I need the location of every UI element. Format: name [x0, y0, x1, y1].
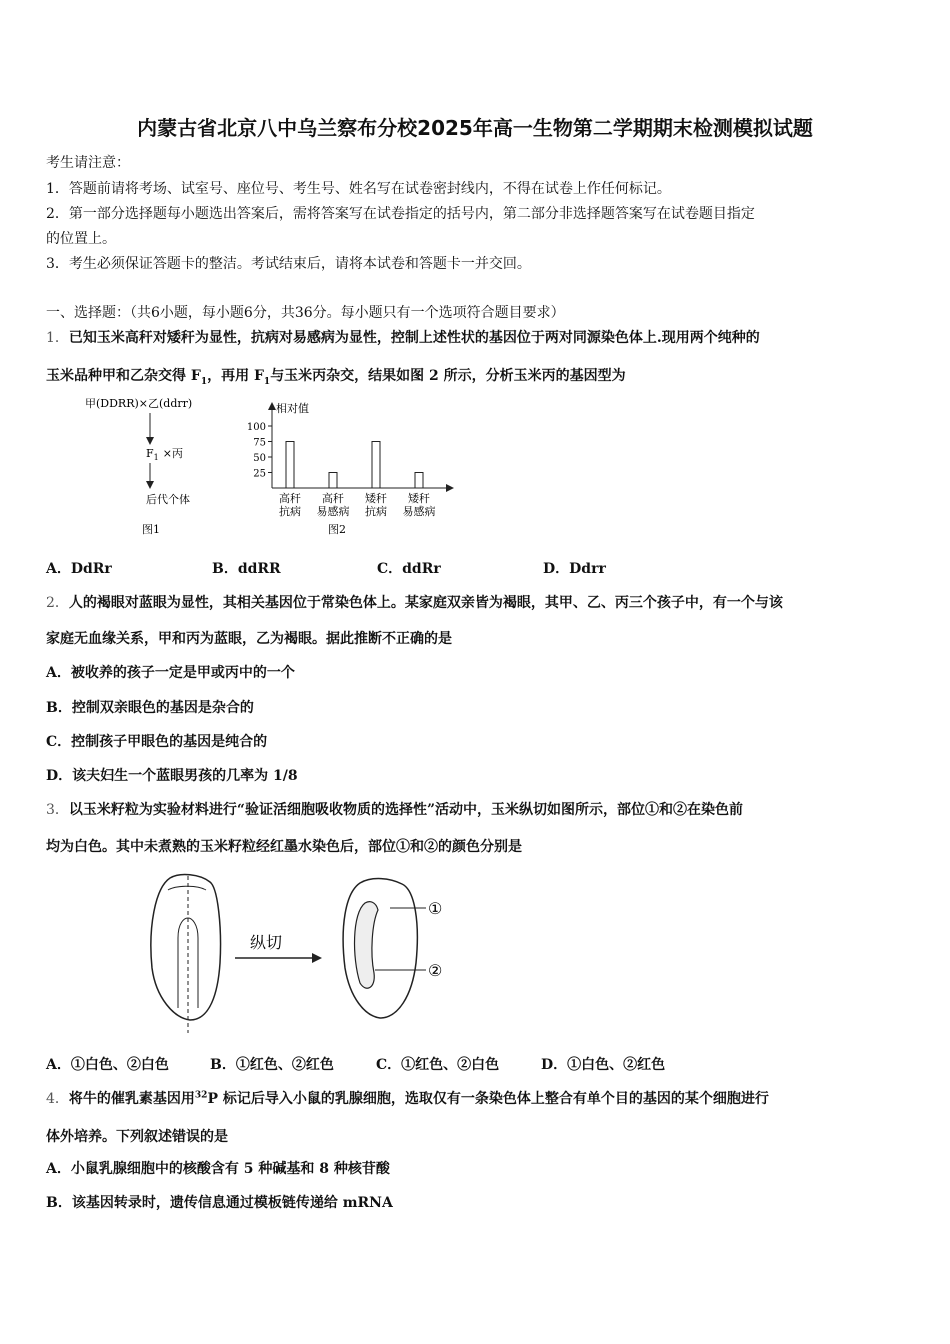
- arrow-head: [146, 437, 154, 445]
- q3-option-a[interactable]: A．①白色、②白色: [46, 1057, 169, 1073]
- question-2-line-1: [46, 592, 783, 612]
- q4-option-b[interactable]: B．该基因转录时，遗传信息通过模板链传递给 mRNA: [46, 1195, 393, 1211]
- q2-option-d[interactable]: D．该夫妇生一个蓝眼男孩的几率为 1/8: [46, 768, 298, 784]
- question-1-line-2: [46, 365, 626, 387]
- notice-item: 2．第一部分选择题每小题选出答案后，需将答案写在试卷指定的括号内，第二部分非选择题答案写在试卷题目指定: [46, 206, 755, 222]
- offspring-label: 后代个体: [146, 493, 190, 506]
- q1-option-a[interactable]: A．DdRr: [46, 561, 112, 577]
- q1-text-b: ，再用 F: [207, 368, 264, 384]
- question-number: 2．: [46, 595, 69, 611]
- q4-text-a: 将牛的催乳素基因用: [68, 1091, 195, 1107]
- y-axis-arrow: [268, 402, 276, 410]
- cut-arrow-head: [312, 953, 322, 963]
- category-label: 易感病: [402, 505, 436, 518]
- y-tick-label: 50: [253, 453, 266, 464]
- question-3-line-1: [46, 799, 743, 819]
- category-label: 矮秆: [365, 492, 387, 505]
- q1-option-b[interactable]: B．ddRR: [212, 561, 281, 577]
- category-label: 抗病: [279, 505, 301, 518]
- notice-heading: 考生请注意：: [46, 155, 130, 171]
- subscript: 1: [200, 376, 208, 387]
- category-label: 抗病: [365, 505, 387, 518]
- kernel-outline: [151, 875, 221, 1020]
- kernel-top-detail: [168, 886, 206, 890]
- arrow-label: 纵切: [250, 933, 283, 952]
- arrow-head: [146, 481, 154, 489]
- notice-item: 的位置上。: [46, 231, 116, 247]
- category-label: 高秆: [279, 492, 301, 505]
- cross-parents: 甲(DDRR)×乙(ddrr): [85, 397, 193, 410]
- y-tick-label: 75: [253, 437, 266, 449]
- question-3-stem: 以玉米籽粒为实验材料进行“验证活细胞吸收物质的选择性”活动中，玉米纵切如图所示，部位①和②在染色前: [68, 802, 744, 818]
- q3-option-c[interactable]: C．①红色、②白色: [376, 1057, 500, 1073]
- notice-item: 3．考生必须保证答题卡的整洁。考试结束后，请将本试卷和答题卡一并交回。: [46, 256, 531, 272]
- subscript: 1: [263, 376, 271, 387]
- question-3-line-2: 均为白色。其中未煮熟的玉米籽粒经红墨水染色后，部位①和②的颜色分别是: [46, 839, 522, 855]
- figure-1-cross-diagram: [80, 393, 240, 543]
- x-axis-arrow: [446, 484, 454, 492]
- q1-text-c: 与玉米丙杂交，结果如图 2 所示，分析玉米丙的基因型为: [270, 368, 626, 384]
- f1-label: $F_1$ ×丙: [146, 447, 183, 462]
- y-tick-label: 100: [246, 422, 266, 433]
- question-number: 1．: [46, 330, 69, 346]
- question-1-stem: 已知玉米高秆对矮秆为显性，抗病对易感病为显性，控制上述性状的基因位于两对同源染色体上.现用两个纯种的: [68, 330, 760, 346]
- label-2: ②: [428, 961, 443, 980]
- q2-option-a[interactable]: A．被收养的孩子一定是甲或丙中的一个: [46, 665, 295, 681]
- question-1-line-1: [46, 327, 760, 347]
- bar: [286, 442, 294, 489]
- y-tick-label: 25: [253, 468, 266, 480]
- question-2-line-2: 家庭无血缘关系，甲和丙为蓝眼，乙为褐眼。据此推断不正确的是: [46, 631, 452, 647]
- notice-item: 1．答题前请将考场、试室号、座位号、考生号、姓名写在试卷密封线内，不得在试卷上作任何标记。: [46, 181, 671, 197]
- q1-text-a: 玉米品种甲和乙杂交得 F: [46, 368, 201, 384]
- bar: [372, 442, 380, 489]
- figure-2-caption: 图2: [328, 523, 346, 536]
- bar: [329, 473, 337, 489]
- figure-2-bar-chart: [240, 398, 460, 538]
- figure-corn-kernel: [140, 868, 470, 1038]
- figure-1-caption: 图1: [142, 523, 160, 536]
- superscript: 32: [194, 1090, 208, 1101]
- question-4-line-1: [46, 1088, 769, 1108]
- q2-option-b[interactable]: B．控制双亲眼色的基因是杂合的: [46, 700, 254, 716]
- bar: [415, 473, 423, 489]
- category-label: 易感病: [316, 505, 350, 518]
- exam-title: 内蒙古省北京八中乌兰察布分校2025年高一生物第二学期期末检测模拟试题: [137, 116, 813, 140]
- chart-ylabel: 相对值: [276, 402, 309, 415]
- section-heading: 一、选择题：（共6小题，每小题6分，共36分。每小题只有一个选项符合题目要求）: [46, 305, 565, 321]
- label-1: ①: [428, 899, 443, 918]
- q4-text-b: P 标记后导入小鼠的乳腺细胞，选取仅有一条染色体上整合有单个目的基因的某个细胞进行: [207, 1091, 769, 1107]
- q4-option-a[interactable]: A．小鼠乳腺细胞中的核酸含有 5 种碱基和 8 种核苷酸: [46, 1161, 390, 1177]
- q3-option-d[interactable]: D．①白色、②红色: [541, 1057, 666, 1073]
- question-number: 4．: [46, 1091, 69, 1107]
- q1-option-c[interactable]: C．ddRr: [377, 561, 441, 577]
- embryo-section: [355, 902, 378, 989]
- question-4-line-2: 体外培养。下列叙述错误的是: [46, 1129, 228, 1145]
- q2-option-c[interactable]: C．控制孩子甲眼色的基因是纯合的: [46, 734, 268, 750]
- question-2-stem: 人的褐眼对蓝眼为显性，其相关基因位于常染色体上。某家庭双亲皆为褐眼，其甲、乙、丙三个孩子中，有一个与该: [68, 595, 783, 611]
- category-label: 高秆: [322, 492, 344, 505]
- q3-option-b[interactable]: B．①红色、②红色: [210, 1057, 334, 1073]
- question-number: 3．: [46, 802, 69, 818]
- category-label: 矮秆: [408, 492, 430, 505]
- q1-option-d[interactable]: D．Ddrr: [543, 561, 606, 577]
